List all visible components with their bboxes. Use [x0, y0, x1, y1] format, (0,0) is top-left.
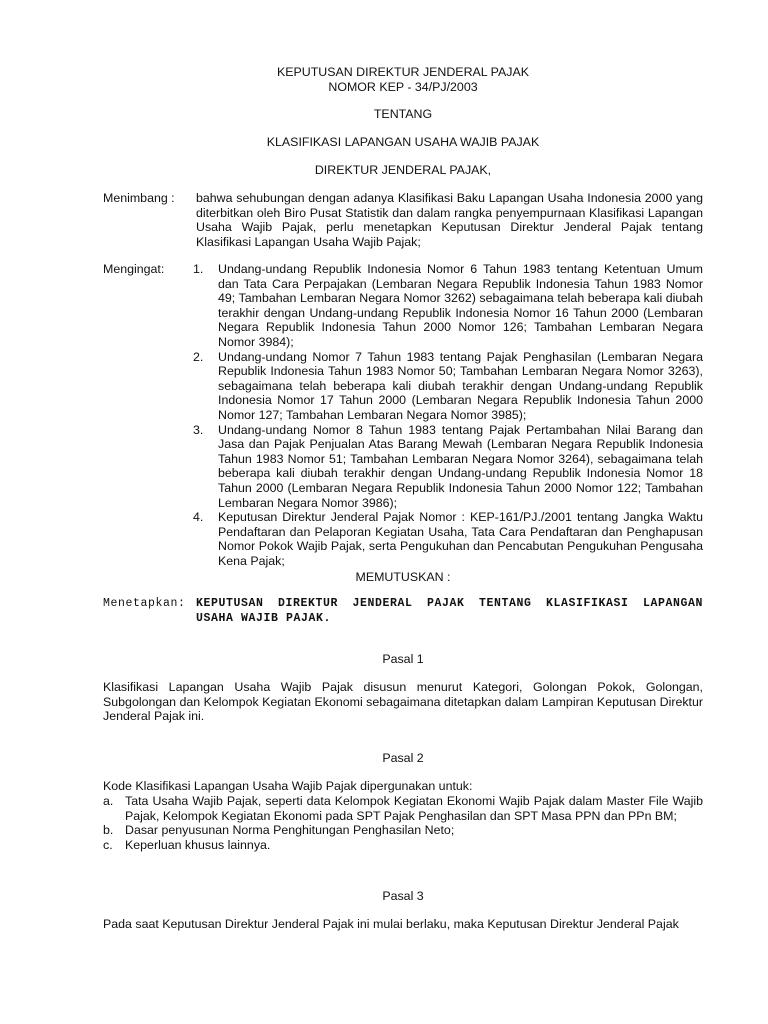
list-item-text: Keputusan Direktur Jenderal Pajak Nomor : KEP-161/PJ./2001 tentang Jangka Waktu Pendaftaran dan Pelaporan Kegiatan Usaha, Tata Cara Pendaftaran dan Penghapusan Nomor Pokok Wajib Pajak, serta Pengukuhan dan Pencabutan Pengukuhan Pengusaha Kena Pajak; — [218, 510, 703, 568]
decree-authority: DIREKTUR JENDERAL PAJAK, — [314, 163, 492, 177]
list-item-text: Undang-undang Republik Indonesia Nomor 6 Tahun 1983 tentang Ketentuan Umum dan Tata Cara Perpajakan (Lembaran Negara Republik Indonesia Tahun 1983 Nomor 49; Tambahan Lembaran Negara Nomor 3262) sebagaimana telah beberapa kali diubah terakhir dengan Undang-undang Republik Indonesia Nomor 16 Tahun 2000 (Lembaran Negara Republik Indonesia Tahun 2000 Nomor 126; Tambahan Lembaran Negara Nomor 3984); — [218, 262, 703, 349]
list-item — [103, 838, 703, 853]
list-item-letter: c. — [103, 837, 113, 852]
list-item — [193, 350, 703, 423]
menetapkan-line-2: USAHA WAJIB PAJAK. — [196, 612, 332, 625]
list-item-letter: b. — [103, 823, 114, 838]
pasal-3-text: Pada saat Keputusan Direktur Jenderal Pajak ini mulai berlaku, maka Keputusan Direktur Jenderal Pajak — [103, 917, 679, 931]
list-item-text: Tata Usaha Wajib Pajak, seperti data Kelompok Kegiatan Ekonomi Wajib Pajak dalam Master File Wajib Pajak, Kelompok Kegiatan Ekonomi pada SPT Pajak Penghasilan dan SPT Masa PPN dan PPn BM; — [125, 794, 703, 823]
menetapkan-label: Menetapkan: — [103, 597, 186, 610]
list-item-number: 3. — [193, 422, 204, 437]
pasal-2-heading: Pasal 2 — [382, 751, 424, 765]
mengingat-label: Mengingat: — [103, 262, 165, 276]
menimbang-label: Menimbang : — [103, 191, 175, 205]
list-item-text: Dasar penyusunan Norma Penghitungan Penghasilan Neto; — [125, 823, 455, 838]
memutuskan-heading: MEMUTUSKAN : — [355, 570, 451, 584]
list-item — [103, 794, 703, 823]
menetapkan-line-1: KEPUTUSAN DIREKTUR JENDERAL PAJAK TENTANG KLASIFIKASI LAPANGAN — [196, 597, 703, 610]
list-item-number: 2. — [193, 349, 204, 364]
list-item-number: 1. — [193, 262, 204, 276]
pasal-2-list — [103, 794, 703, 852]
pasal-1-heading: Pasal 1 — [382, 652, 424, 666]
list-item — [193, 423, 703, 511]
list-item — [103, 823, 703, 838]
list-item-text: Keperluan khusus lainnya. — [125, 837, 271, 852]
mengingat-list — [193, 262, 703, 568]
decree-number: NOMOR KEP - 34/PJ/2003 — [328, 80, 478, 94]
decree-subject: KLASIFIKASI LAPANGAN USAHA WAJIB PAJAK — [266, 135, 540, 149]
decree-about: TENTANG — [373, 107, 433, 121]
list-item-letter: a. — [103, 794, 114, 808]
list-item-text: Undang-undang Nomor 8 Tahun 1983 tentang Pajak Pertambahan Nilai Barang dan Jasa dan Pajak Penjualan Atas Barang Mewah (Lembaran Negara Republik Indonesia Tahun 1983 Nomor 51; Tambahan Lembaran Negara Nomor 3264), sebagaimana telah beberapa kali diubah terakhir dengan Undang-undang Republik Indonesia Nomor 18 Tahun 2000 (Lembaran Negara Republik Indonesia Tahun 2000 Nomor 122; Tambahan Lembaran Negara Nomor 3986); — [218, 422, 703, 510]
list-item-number: 4. — [193, 510, 204, 525]
pasal-2-intro: Kode Klasifikasi Lapangan Usaha Wajib Pajak dipergunakan untuk: — [103, 779, 473, 793]
list-item — [193, 510, 703, 568]
list-item — [193, 262, 703, 350]
list-item-text: Undang-undang Nomor 7 Tahun 1983 tentang Pajak Penghasilan (Lembaran Negara Republik Indonesia Tahun 1983 Nomor 50; Tambahan Lembaran Negara Nomor 3263), sebagaimana telah beberapa kali diubah terakhir dengan Undang-undang Republik Indonesia Nomor 17 Tahun 2000 (Lembaran Negara Republik Indonesia Tahun 2000 Nomor 127; Tambahan Lembaran Negara Nomor 3985); — [218, 349, 703, 422]
menimbang-text: bahwa sehubungan dengan adanya Klasifikasi Baku Lapangan Usaha Indonesia 2000 yang diterbitkan oleh Biro Pusat Statistik dan dalam rangka penyempurnaan Klasifikasi Lapangan Usaha Wajib Pajak, perlu menetapkan Keputusan Direktur Jenderal Pajak tentang Klasifikasi Lapangan Usaha Wajib Pajak; — [196, 191, 703, 249]
pasal-3-heading: Pasal 3 — [382, 889, 424, 903]
decree-title: KEPUTUSAN DIREKTUR JENDERAL PAJAK — [277, 65, 529, 79]
pasal-1-text: Klasifikasi Lapangan Usaha Wajib Pajak disusun menurut Kategori, Golongan Pokok, Golongan, Subgolongan dan Kelompok Kegiatan Ekonomi sebagaimana ditetapkan dalam Lampiran Keputusan Direktur Jenderal Pajak ini. — [103, 680, 703, 724]
